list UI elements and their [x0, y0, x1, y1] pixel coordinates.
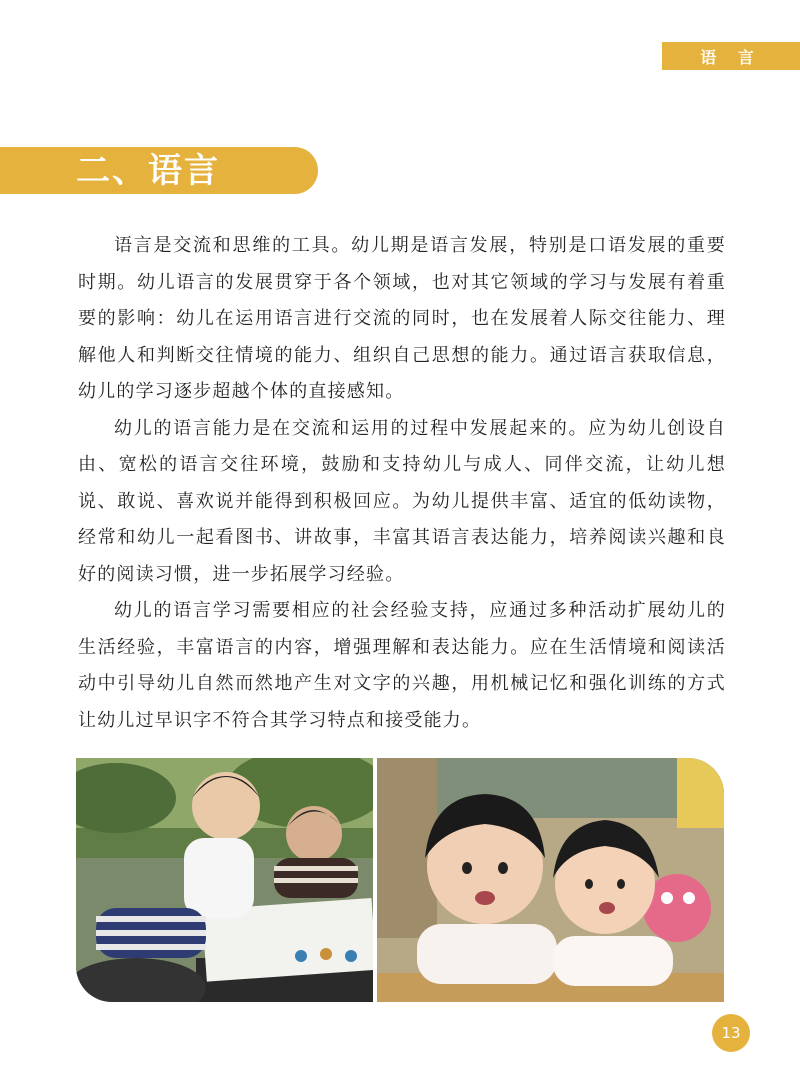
photo-left-illustration — [76, 758, 373, 1002]
body-text — [78, 228, 726, 739]
paragraph-1: 语言是交流和思维的工具。幼儿期是语言发展，特别是口语发展的重要时期。幼儿语言的发展贯穿于各个领域，也对其它领域的学习与发展有着重要的影响：幼儿在运用语言进行交流的同时，也在发展着人际交往能力、理解他人和判断交往情境的能力、组织自己思想的能力。通过语言获取信息，幼儿的学习逐步超越个体的直接感知。 — [78, 235, 726, 402]
section-title: 二、语言 — [76, 151, 220, 191]
paragraph-2: 幼儿的语言能力是在交流和运用的过程中发展起来的。应为幼儿创设自由、宽松的语言交往环境，鼓励和支持幼儿与成人、同伴交流，让幼儿想说、敢说、喜欢说并能得到积极回应。为幼儿提供丰富、适宜的低幼读物，经常和幼儿一起看图书、讲故事，丰富其语言表达能力，培养阅读兴趣和良好的阅读习惯，进一步拓展学习经验。 — [78, 417, 726, 585]
page-number: 13 — [712, 1014, 750, 1052]
photo-children-reading-outdoors — [76, 758, 373, 1002]
photo-right-illustration — [377, 758, 724, 1002]
photo-strip — [76, 758, 724, 1002]
photo-children-classroom — [377, 758, 724, 1002]
section-tab: 语 言 — [662, 42, 800, 70]
paragraph-3: 幼儿的语言学习需要相应的社会经验支持，应通过多种活动扩展幼儿的生活经验，丰富语言的内容，增强理解和表达能力。应在生活情境和阅读活动中引导幼儿自然而然地产生对文字的兴趣，用机械记忆和强化训练的方式让幼儿过早识字不符合其学习特点和接受能力。 — [78, 600, 726, 731]
